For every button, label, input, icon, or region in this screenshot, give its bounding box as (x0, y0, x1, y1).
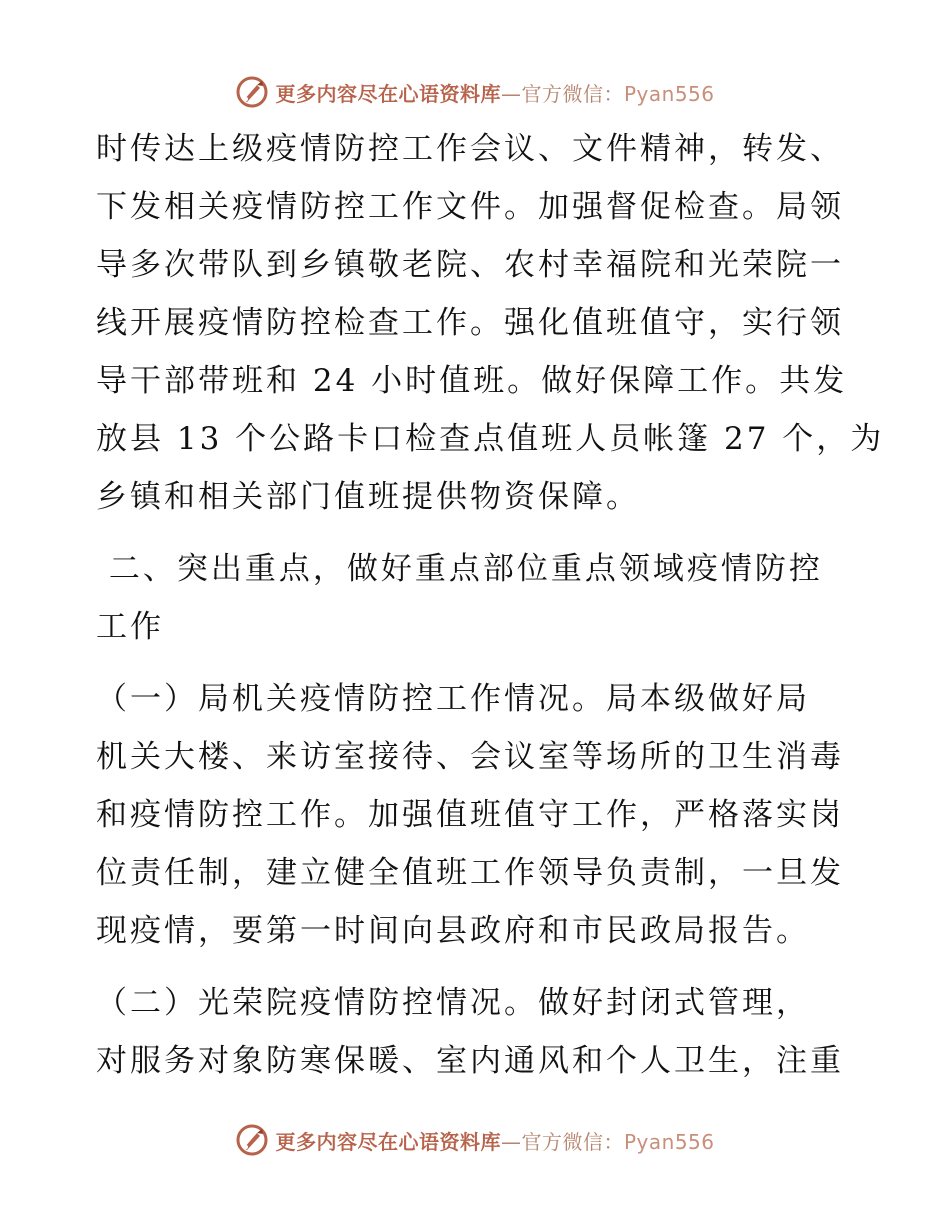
watermark-text: 更多内容尽在心语资料库—官方微信：Pyan556 (275, 81, 715, 106)
text-line: 线开展疫情防控检查工作。强化值班值守，实行领 (96, 305, 844, 341)
paragraph-subsection-1 (96, 670, 856, 960)
text-line: （一）局机关疫情防控工作情况。局本级做好局 (96, 681, 810, 717)
paragraph-gap (96, 526, 856, 540)
text-line: 现疫情，要第一时间向县政府和市民政局报告。 (96, 913, 810, 949)
heading-line: 工作 (96, 609, 164, 645)
header-watermark (0, 72, 950, 112)
text-line: 位责任制，建立健全值班工作领导负责制，一旦发 (96, 855, 844, 891)
quill-pen-logo-icon (235, 75, 269, 109)
text-line: 机关大楼、来访室接待、会议室等场所的卫生消毒 (96, 739, 844, 775)
paragraph-subsection-2 (96, 974, 856, 1090)
text-line: 导干部带班和 24 小时值班。做好保障工作。共发 (96, 363, 848, 399)
text-line: 对服务对象防寒保暖、室内通风和个人卫生，注重 (96, 1043, 844, 1079)
footer-watermark (0, 1120, 950, 1160)
document-body (96, 120, 885, 1090)
paragraph-gap (96, 960, 856, 974)
text-line: 时传达上级疫情防控工作会议、文件精神，转发、 (96, 131, 844, 167)
text-line: 和疫情防控工作。加强值班值守工作，严格落实岗 (96, 797, 844, 833)
paragraph-intro-continued (96, 120, 885, 526)
text-line: 乡镇和相关部门值班提供物资保障。 (96, 479, 640, 515)
heading-line: 二、突出重点，做好重点部位重点领域疫情防控 (96, 551, 823, 587)
text-line: 下发相关疫情防控工作文件。加强督促检查。局领 (96, 189, 844, 225)
paragraph-gap (96, 656, 856, 670)
text-line: 放县 13 个公路卡口检查点值班人员帐篷 27 个，为 (96, 421, 885, 457)
text-line: （二）光荣院疫情防控情况。做好封闭式管理， (96, 985, 810, 1021)
section-heading-2 (96, 540, 856, 656)
watermark-text: 更多内容尽在心语资料库—官方微信：Pyan556 (275, 1129, 715, 1154)
text-line: 导多次带队到乡镇敬老院、农村幸福院和光荣院一 (96, 247, 844, 283)
quill-pen-logo-icon (235, 1123, 269, 1157)
